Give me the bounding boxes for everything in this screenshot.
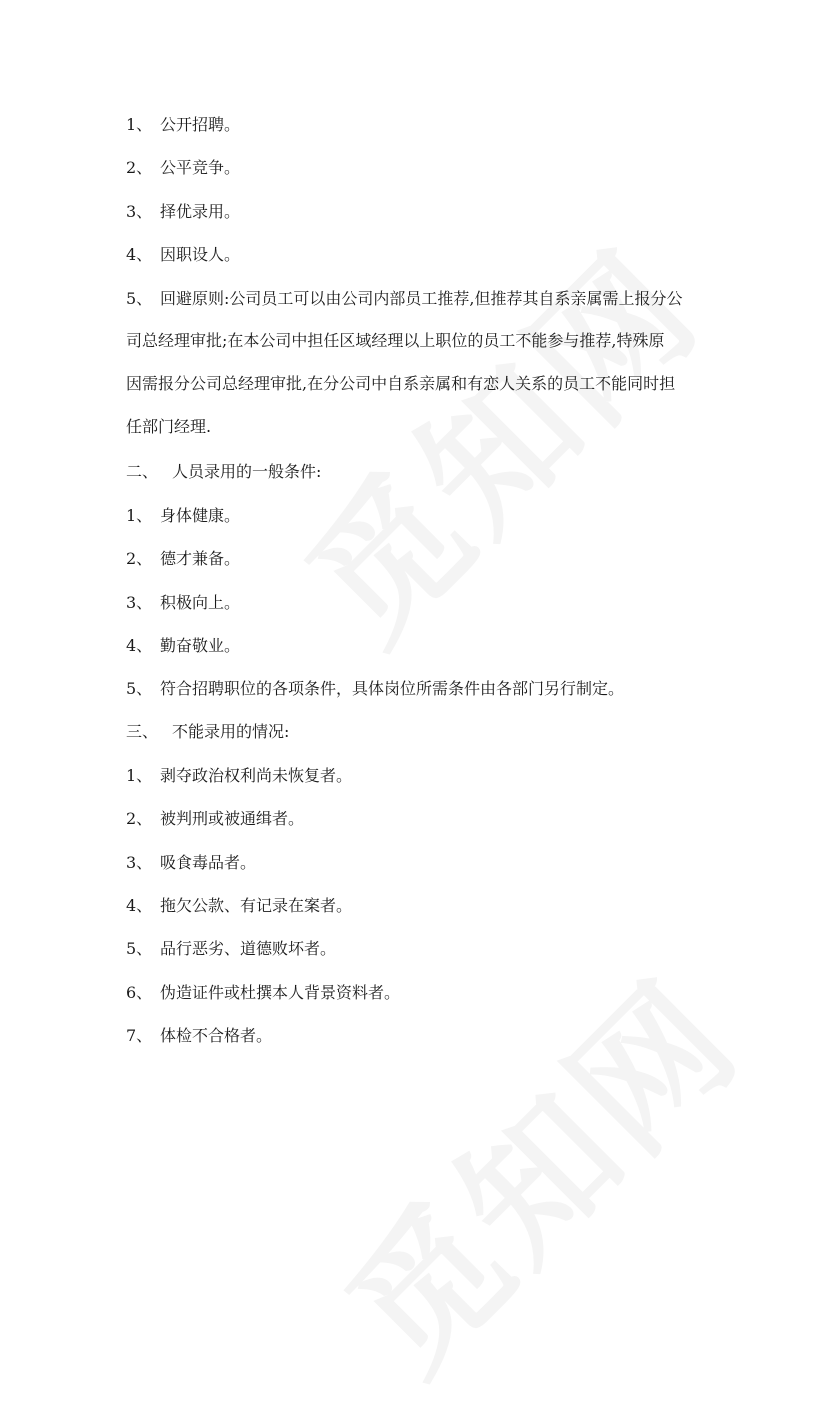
list-item-number: 2、 (126, 809, 153, 828)
list-item-number: 3、 (126, 202, 153, 221)
paragraph-line: 任部门经理. (126, 417, 212, 436)
list-item-text: 公开招聘。 (160, 115, 241, 134)
list-item (126, 245, 240, 265)
list-item-number: 1、 (126, 506, 153, 525)
list-item-number: 1、 (126, 115, 153, 134)
list-item-number: 1、 (126, 766, 153, 785)
list-item-number: 6、 (126, 983, 153, 1002)
list-item-number: 3、 (126, 593, 153, 612)
section-heading (126, 462, 321, 482)
list-item (126, 506, 240, 526)
paragraph-line (126, 289, 682, 309)
watermark (252, 196, 736, 680)
list-item-text: 被判刑或被通缉者。 (160, 809, 305, 828)
list-item-text: 符合招聘职位的各项条件，具体岗位所需条件由各部门另行制定。 (160, 679, 625, 698)
list-item-text: 因职设人。 (160, 245, 241, 264)
list-item-text: 体检不合格者。 (160, 1026, 273, 1045)
section-heading (126, 722, 289, 742)
section-number: 二、 (126, 462, 159, 481)
paragraph-line: 因需报分公司总经理审批,在分公司中自系亲属和有恋人关系的员工不能同时担 (126, 374, 676, 393)
paragraph-text: 回避原则:公司员工可以由公司内部员工推荐,但推荐其自系亲属需上报分公 (160, 289, 683, 308)
list-item-text: 公平竞争。 (160, 158, 241, 177)
list-item-text: 身体健康。 (160, 506, 241, 525)
list-item-text: 择优录用。 (160, 202, 241, 221)
list-item-text: 积极向上。 (160, 593, 241, 612)
list-item-text: 拖欠公款、有记录在案者。 (160, 896, 353, 915)
list-item (126, 896, 352, 916)
list-item (126, 636, 240, 656)
list-item (126, 766, 352, 786)
list-item (126, 158, 240, 178)
list-item-text: 吸食毒品者。 (160, 853, 257, 872)
section-title: 人员录用的一般条件: (172, 462, 322, 481)
list-item-text: 剥夺政治权利尚未恢复者。 (160, 766, 353, 785)
list-item-number: 5、 (126, 939, 153, 958)
list-item (126, 549, 240, 569)
list-item (126, 939, 336, 959)
list-item-number: 7、 (126, 1026, 153, 1045)
list-item-number: 4、 (126, 245, 153, 264)
list-item (126, 679, 624, 699)
list-item-number: 5、 (126, 679, 153, 698)
list-item (126, 115, 240, 135)
list-item-number: 5、 (126, 289, 153, 308)
paragraph-line: 司总经理审批;在本公司中担任区域经理以上职位的员工不能参与推荐,特殊原 (126, 331, 665, 350)
list-item (126, 983, 400, 1003)
list-item-text: 伪造证件或杜撰本人背景资料者。 (160, 983, 401, 1002)
list-item-text: 德才兼备。 (160, 549, 241, 568)
list-item (126, 1026, 272, 1046)
list-item (126, 809, 304, 829)
list-item-number: 2、 (126, 549, 153, 568)
section-number: 三、 (126, 722, 159, 741)
list-item-number: 3、 (126, 853, 153, 872)
list-item (126, 853, 256, 873)
section-title: 不能录用的情况: (172, 722, 290, 741)
list-item-number: 4、 (126, 896, 153, 915)
list-item (126, 593, 240, 613)
list-item-number: 2、 (126, 158, 153, 177)
list-item (126, 202, 240, 222)
list-item-text: 品行恶劣、道德败坏者。 (160, 939, 337, 958)
list-item-text: 勤奋敬业。 (160, 636, 241, 655)
list-item-number: 4、 (126, 636, 153, 655)
